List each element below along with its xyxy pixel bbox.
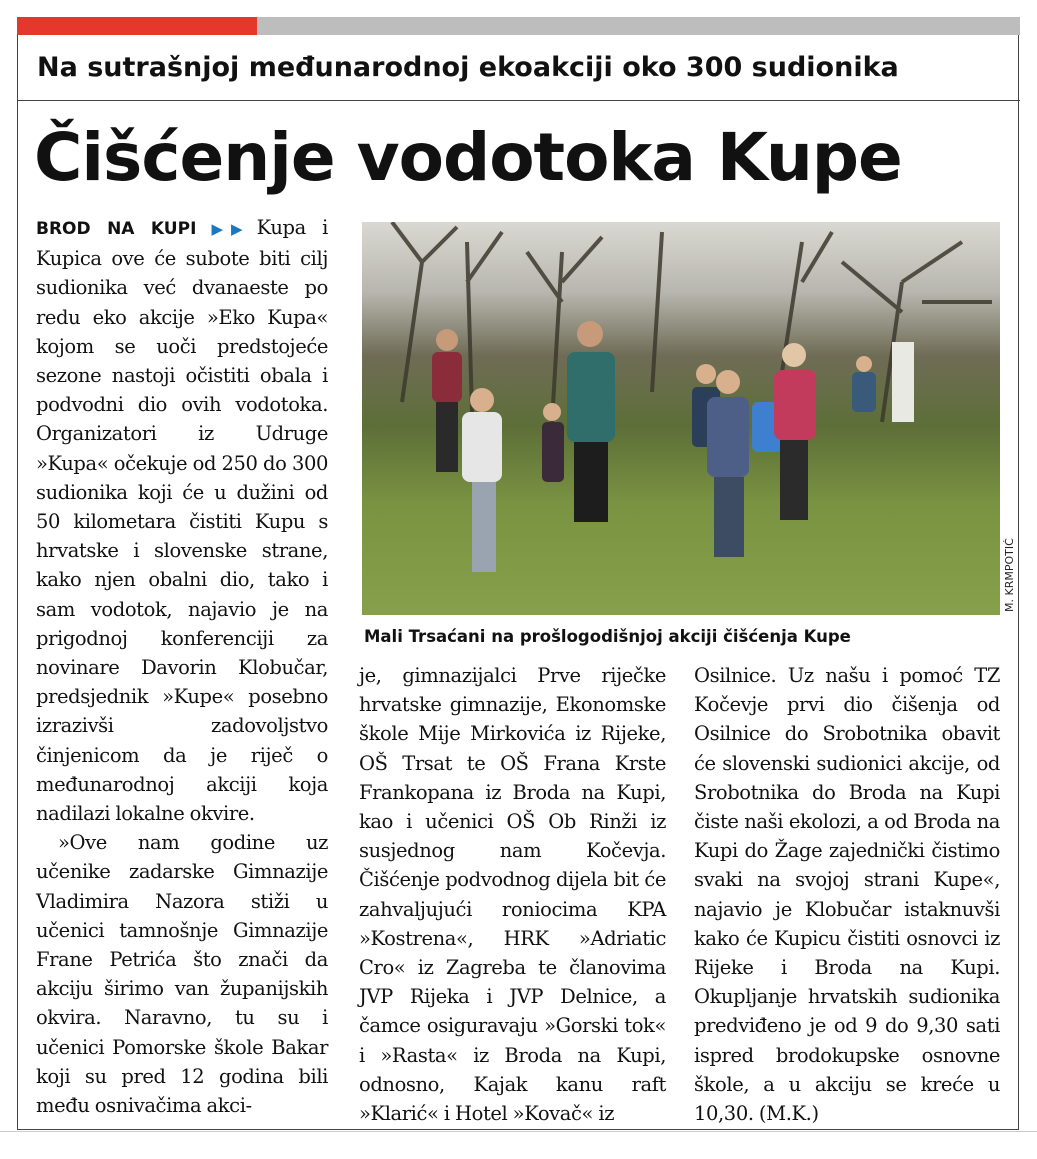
article-kicker: Na sutrašnjoj međunarodnoj ekoakciji oko 300 sudionika xyxy=(17,35,1020,101)
article-photo xyxy=(362,222,1000,615)
photo-illustration xyxy=(362,222,1000,615)
column-3-text: Osilnice. Uz našu i pomoć TZ Kočevje prvi dio čišenja od Osilnice do Srobotnika obavit će slovenski sudionici akcije, od Srobotnika do Broda na Kupi čiste naši ekolozi, a od Broda na Kupi do Žage zajednički čistimo svaki na svojoj strani Kupe«, najavio je Klobučar istaknuvši kako će Kupicu čistiti osnovci iz Rijeke i Broda na Kupi. Okupljanje hrvatskih sudionika predviđeno je od 9 do 9,30 sati ispred brodokupske osnovne škole, a u akciju se kreće u 10,30. (M.K.) xyxy=(694,664,1000,1126)
paragraph-2 xyxy=(36,828,328,1120)
article-headline: Čišćenje vodotoka Kupe xyxy=(34,119,902,196)
text-column-3 xyxy=(694,661,1000,1128)
photo-caption: Mali Trsaćani na prošlogodišnjoj akciji čišćenja Kupe xyxy=(364,627,851,646)
dateline: BROD NA KUPI xyxy=(36,219,197,239)
lead-paragraph xyxy=(36,213,328,828)
photo-credit: M. KRMPOTIĆ xyxy=(1003,538,1016,612)
top-accent-bar-grey xyxy=(257,17,1020,35)
double-chevron-right-icon: ▶▶ xyxy=(200,220,251,238)
bottom-divider xyxy=(0,1131,1037,1132)
column-2-text: je, gimnazijalci Prve riječke hrvatske gimnazije, Ekonomske škole Mije Mirkovića iz Rijeke, OŠ Trsat te OŠ Frana Krste Frankopana iz Broda na Kupi, kao i učenici OŠ Ob Rinži iz susjednog nam Kočevja. Čišćenje podvodnog dijela bit će zahvaljujući roniocima KPA »Kostrena«, HRK »Adriatic Cro« iz Zagreba te članovima JVP Rijeka i JVP Delnice, a čamce osiguravaju »Gorski tok« i »Rasta« iz Broda na Kupi, odnosno, Kajak kanu raft »Klarić« i Hotel »Kovač« iz xyxy=(359,664,666,1126)
text-column-1 xyxy=(36,213,328,1120)
text-column-2 xyxy=(359,661,666,1128)
lead-text: Kupa i Kupica ove će subote biti cilj sudionika već dvanaeste po redu eko akcije »Eko Kupa« kojom se uoči predstojeće sezone nastoji očistiti obala i podvodni dio ovih vodotoka. Organizatori iz Udruge »Kupa« očekuje od 250 do 300 sudionika koji će u dužini od 50 kilometara čistiti Kupu s hrvatske i slovenske strane, kako njen obalni dio, tako i sam vodotok, najavio je na prigodnoj konferenciji za novinare Davorin Klobučar, predsjednik »Kupe« posebno izrazivši zadovoljstvo činjenicom da je riječ o međunarodnoj akciji koja nadilazi lokalne okvire. xyxy=(36,216,328,826)
whitewashed-trunk xyxy=(892,342,914,422)
top-accent-bar-red xyxy=(17,17,257,35)
paragraph-2-text: »Ove nam godine uz učenike zadarske Gimnazije Vladimira Nazora stiži u učenici tamnošnje Gimnazije Frane Petrića što znači da akciju širimo van županijskih okvira. Naravno, tu su i učenici Pomorske škole Bakar koji su pred 12 godina bili među osnivačima akci- xyxy=(36,831,328,1118)
